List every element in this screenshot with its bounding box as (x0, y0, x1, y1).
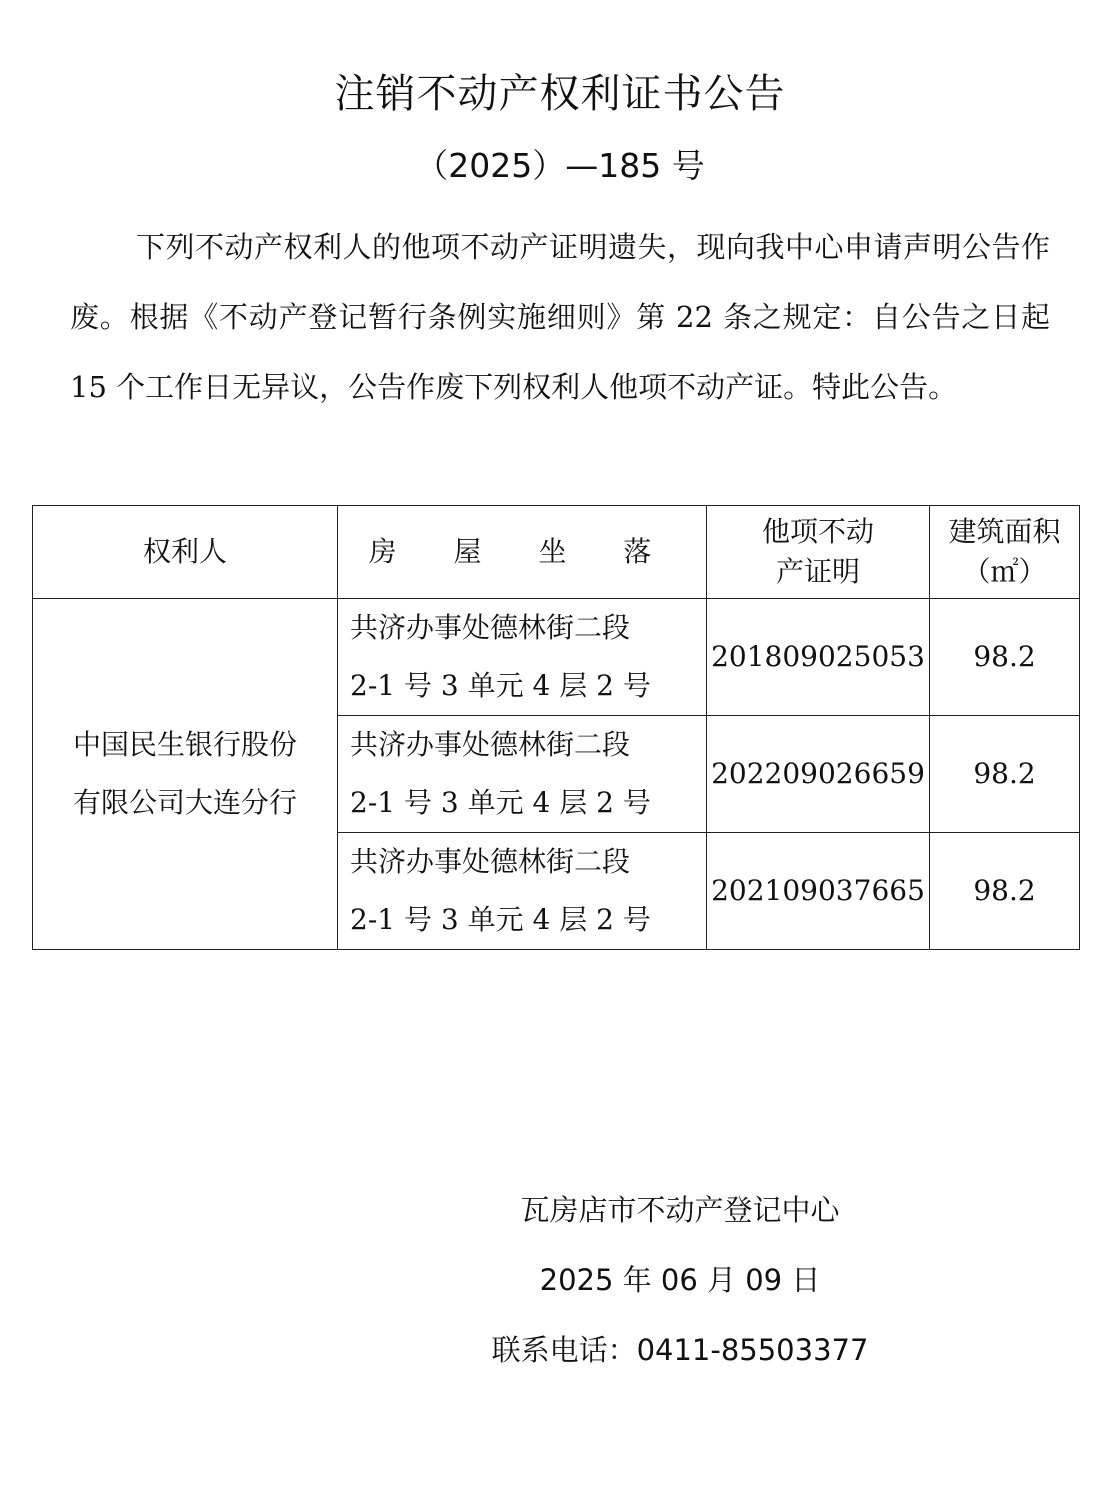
holder-cell (33, 599, 338, 950)
holder-line1: 中国民生银行股份 (72, 728, 297, 761)
location-cell (338, 833, 707, 950)
certificate-cell: 202209026659 (707, 716, 930, 833)
contact-phone: 联系电话：0411-85503377 (491, 1333, 869, 1367)
location-line2: 2-1 号 3 单元 4 层 2 号 (350, 903, 651, 936)
holder-line2: 有限公司大连分行 (72, 786, 297, 819)
header-area-line1: 建筑面积 (948, 515, 1061, 548)
notice-body: 下列不动产权利人的他项不动产证明遗失，现向我中心申请声明公告作废。根据《不动产登记暂行条例实施细则》第 22 条之规定：自公告之日起 15 个工作日无异议，公告作废下列权利人他项不动产证。特此公告。 (70, 230, 1050, 404)
location-line1: 共济办事处德林街二段 (350, 728, 631, 761)
location-cell (338, 716, 707, 833)
table-row (33, 599, 1080, 716)
location-line1: 共济办事处德林街二段 (350, 611, 631, 644)
certificate-table (32, 505, 1080, 950)
header-holder: 权利人 (33, 506, 338, 599)
header-certificate-line2: 产证明 (775, 555, 860, 588)
location-cell (338, 599, 707, 716)
area-cell: 98.2 (930, 833, 1080, 950)
header-location: 房 屋 坐 落 (338, 506, 707, 599)
area-cell: 98.2 (930, 599, 1080, 716)
table-header-row (33, 506, 1080, 599)
area-cell: 98.2 (930, 716, 1080, 833)
header-certificate-line1: 他项不动 (761, 515, 874, 548)
notice-title: 注销不动产权利证书公告 (334, 71, 786, 117)
notice-number: （2025）—185 号 (415, 146, 705, 185)
header-area (930, 506, 1080, 599)
certificate-cell: 202109037665 (707, 833, 930, 950)
location-line2: 2-1 号 3 单元 4 层 2 号 (350, 786, 651, 819)
header-certificate (707, 506, 930, 599)
location-line2: 2-1 号 3 单元 4 层 2 号 (350, 669, 651, 702)
location-line1: 共济办事处德林街二段 (350, 845, 631, 878)
header-area-line2: （㎡） (962, 555, 1047, 588)
issuing-organization: 瓦房店市不动产登记中心 (520, 1193, 840, 1227)
issue-date: 2025 年 06 月 09 日 (539, 1263, 821, 1297)
certificate-cell: 201809025053 (707, 599, 930, 716)
